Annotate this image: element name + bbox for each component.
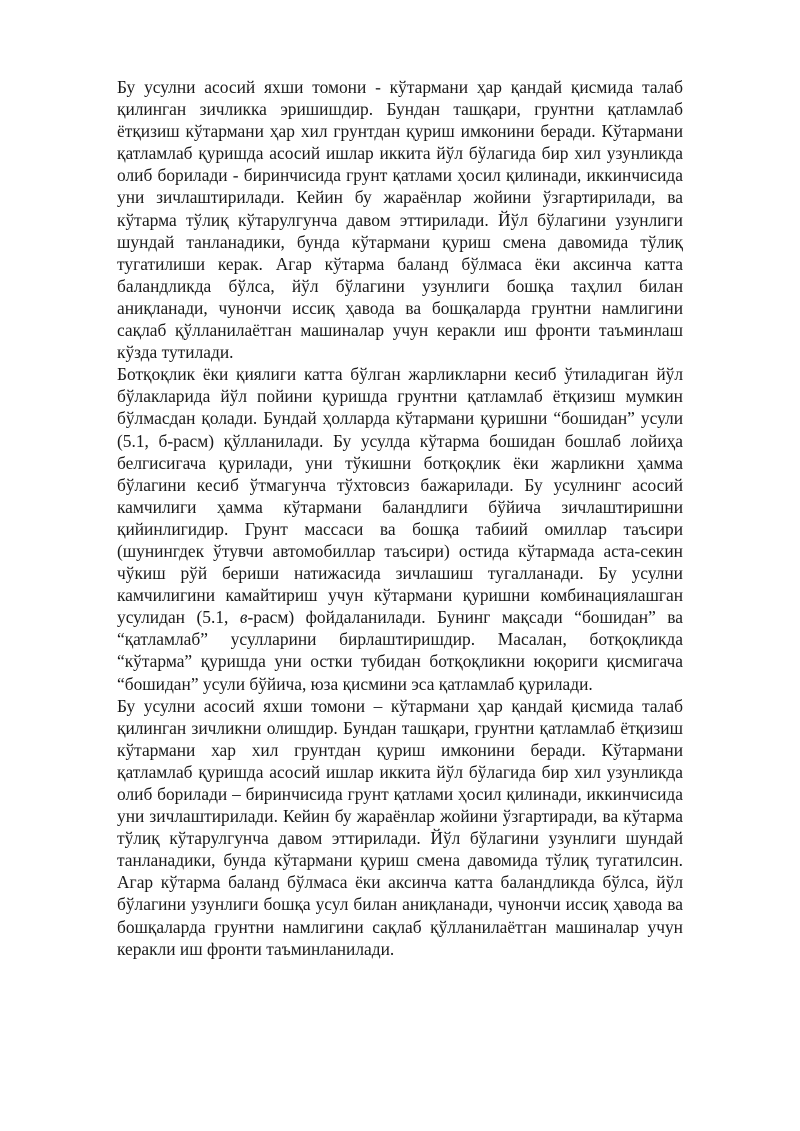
paragraph-2-text-before: Ботқоқлик ёки қиялиги катта бўлган жарликларни кесиб ўтиладиган йўл бўлакларида йўл пойини қуришда грунтни қатламлаб ётқизиш мумкин бўлмасдан қолади. Бундай ҳолларда кўтармани қуришни “бошидан” усули (5.1, б-расм) қўлланилади. Бу усулда кўтарма бошидан бошлаб лойиҳа белгисигача қурилади, уни тўкишни ботқоқлик ёки жарликни ҳамма бўлагини кесиб ўтмагунча тўхтовсиз бажарилади. Бу усулнинг асосий камчилиги ҳамма кўтармани баландлиги бўйича зичлаштиришни қийинлигидир. Грунт массаси ва бошқа табиий омиллар таъсири (шунингдек ўтувчи автомобиллар таъсири) остида кўтармада аста-секин чўкиш рўй бериши натижасида зичлашиш тугалланади. Бу усулни камчилигини камайтириш учун кўтармани қуришни комбинациялашган усулидан (5.1, bbox=[117, 364, 683, 628]
paragraph-3: Бу усулни асосий яхши томони – кўтармани ҳар қандай қисмида талаб қилинган зичликни олишдир. Бундан ташқари, грунтни қатламлаб ётқизиш кўтармани хар хил грунтдан қуриш имконини беради. Кўтармани қатламлаб қуришда асосий ишлар иккита йўл бўлагида бир хил узунликда олиб борилади – биринчисида грунт қатлами ҳосил қилинади, иккинчисида уни зичлаштирилади. Кейин бу жараёнлар жойини ўзгартиради, ва кўтарма тўлиқ кўтарулгунча давом эттирилади. Йўл бўлагини узунлиги шундай танланадики, бунда кўтармани қуриш смена давомида тўлиқ тугатилсин. Агар кўтарма баланд бўлмаса ёки аксинча катта баландликда бўлса, йўл бўлагини узунлиги бошқа усул билан аниқланади, чунончи иссиқ ҳавода ва бошқаларда грунтни намлигини сақлаб қўлланилаётган машиналар учун керакли иш фронти таъминланилади. bbox=[117, 695, 683, 959]
paragraph-2-italic-letter: в bbox=[239, 607, 248, 628]
body-text bbox=[117, 76, 683, 960]
paragraph-2-text-after: -расм) фойдаланилади. Бунинг мақсади “бошидан” ва “қатламлаб” усулларини бирлаштиришдир. Масалан, ботқоқликда “кўтарма” қуришда уни остки тубидан ботқоқликни юқориги қисмигача “бошидан” усули бўйича, юза қисмини эса қатламлаб қурилади. bbox=[117, 607, 684, 694]
paragraph-1: Бу усулни асосий яхши томони - кўтармани ҳар қандай қисмида талаб қилинган зичликка эришишдир. Бундан ташқари, грунтни қатламлаб ётқизиш кўтармани ҳар хил грунтдан қуриш имконини беради. Кўтармани қатламлаб қуришда асосий ишлар иккита йўл бўлагида бир хил узунликда олиб борилади - биринчисида грунт қатлами ҳосил қилинади, иккинчисида уни зичлаштирилади. Кейин бу жараёнлар жойини ўзгартирилади, ва кўтарма тўлиқ кўтарулгунча давом эттирилади. Йўл бўлагини узунлиги шундай танланадики, бунда кўтармани қуриш смена давомида тўлиқ тугатилиши керак. Агар кўтарма баланд бўлмаса ёки аксинча катта баландликда бўлса, йўл бўлагини узунлиги бошқа таҳлил билан аниқланади, чунончи иссиқ ҳавода ва бошқаларда грунтни намлигини сақлаб қўлланилаётган машиналар учун керакли иш фронти таъминлаш кўзда тутилади. bbox=[117, 77, 683, 363]
paragraph-2 bbox=[117, 363, 683, 694]
